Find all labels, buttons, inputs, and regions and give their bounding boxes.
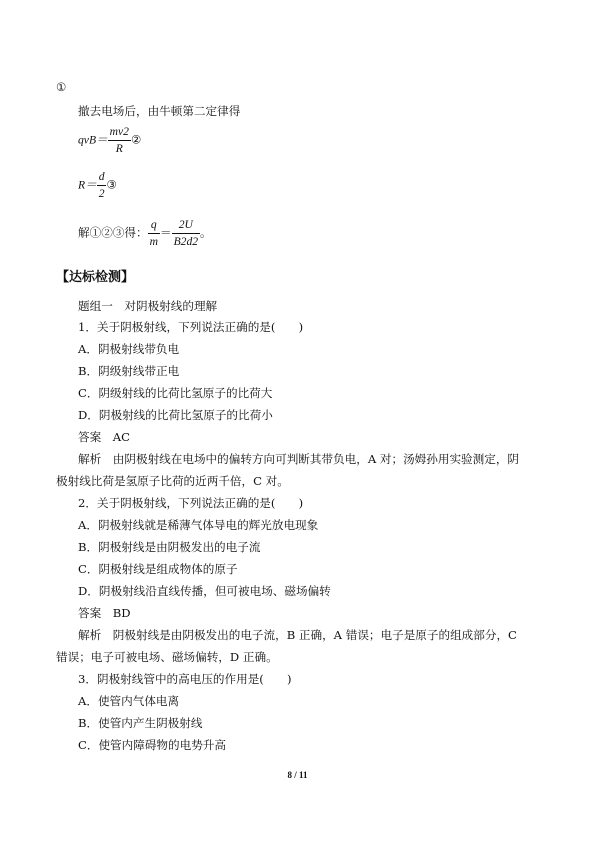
equation-2 xyxy=(78,125,141,156)
question-2-option-a: A．阴极射线就是稀薄气体导电的辉光放电现象 xyxy=(78,518,319,532)
question-1-option-c: C．阴级射线的比荷比氢原子的比荷大 xyxy=(78,386,273,400)
page-number: 8 / 11 xyxy=(287,770,308,780)
solution-prefix: 解①②③得： xyxy=(78,225,148,240)
text-line: 撤去电场后，由牛顿第二定律得 xyxy=(78,104,241,118)
solution-equation xyxy=(78,218,212,249)
question-2-answer: 答案 BD xyxy=(78,606,131,620)
question-1-explanation-line-2: 极射线比荷是氢原子比荷的近两千倍，C 对。 xyxy=(56,474,289,488)
fraction xyxy=(108,125,131,156)
question-2-explanation-line-2: 错误；电子可被电场、磁场偏转，D 正确。 xyxy=(56,650,278,664)
equation-3 xyxy=(78,170,117,201)
fraction xyxy=(148,218,160,249)
question-2-option-b: B．阴极射线是由阴极发出的电子流 xyxy=(78,540,261,554)
fraction xyxy=(97,170,107,201)
equation-marker-1: ① xyxy=(56,80,67,94)
equation-marker-2: ② xyxy=(130,132,142,147)
equals-sign: ＝ xyxy=(159,225,172,240)
question-1-explanation-line-1: 解析 由阴极射线在电场中的偏转方向可判断其带负电，A 对；汤姆孙用实验测定，阴 xyxy=(78,452,520,466)
question-2-explanation-line-1: 解析 阴极射线是由阴极发出的电子流，B 正确，A 错误；电子是原子的组成部分，C xyxy=(78,628,517,642)
equation-lhs: R＝ xyxy=(78,178,97,192)
denominator: B2d2 xyxy=(173,235,199,248)
question-3-option-a: A．使管内气体电离 xyxy=(78,694,180,708)
question-1-answer: 答案 AC xyxy=(78,430,131,444)
question-1-stem: 1．关于阴极射线，下列说法正确的是( ) xyxy=(78,320,304,334)
denominator: m xyxy=(149,235,158,248)
question-3-option-c: C．使管内障碍物的电势升高 xyxy=(78,738,226,752)
question-3-stem: 3．阴极射线管中的高电压的作用是( ) xyxy=(78,672,292,686)
question-1-option-d: D．阴极射线的比荷比氢原子的比荷小 xyxy=(78,408,273,422)
question-2-option-c: C．阴极射线是组成物体的原子 xyxy=(78,562,238,576)
numerator: 2U xyxy=(172,218,200,234)
question-1-option-b: B．阴级射线带正电 xyxy=(78,364,180,378)
denominator: R xyxy=(115,142,123,155)
period: 。 xyxy=(200,225,212,240)
numerator: d xyxy=(97,170,107,186)
equation-marker-3: ③ xyxy=(106,177,117,192)
question-2-option-d: D．阴极射线沿直线传播，但可被电场、磁场偏转 xyxy=(78,584,331,598)
denominator: 2 xyxy=(98,187,105,200)
section-title: 【达标检测】 xyxy=(56,270,135,285)
numerator: mv2 xyxy=(108,125,131,141)
question-3-option-b: B．使管内产生阴极射线 xyxy=(78,716,203,730)
numerator: q xyxy=(148,218,160,234)
question-1-option-a: A．阴极射线带负电 xyxy=(78,342,180,356)
fraction xyxy=(172,218,200,249)
group-title: 题组一 对阴极射线的理解 xyxy=(78,299,218,313)
question-2-stem: 2．关于阴极射线，下列说法正确的是( ) xyxy=(78,496,304,510)
equation-lhs: qvB＝ xyxy=(78,133,108,147)
